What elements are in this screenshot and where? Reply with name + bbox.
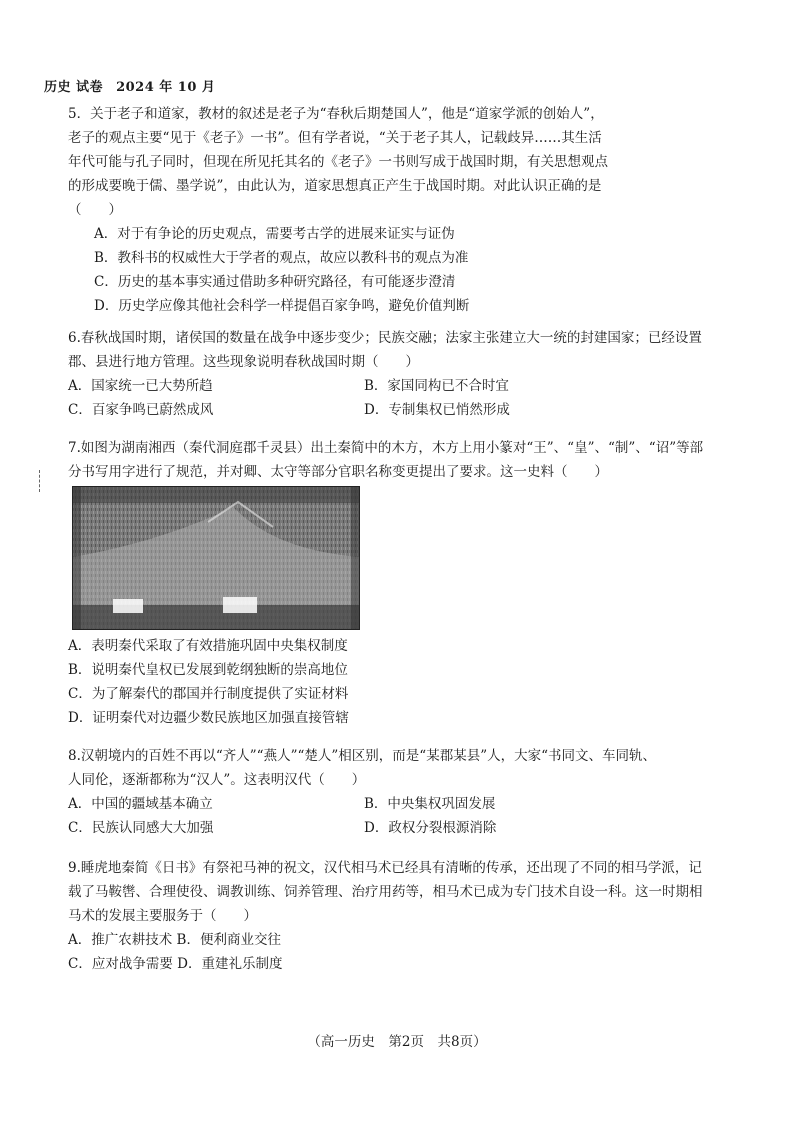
option-d: D．专制集权已悄然形成: [364, 402, 510, 418]
option-d: D．政权分裂根源消除: [364, 820, 497, 836]
question-text-line: 6.春秋战国时期，诸侯国的数量在战争中逐步变少；民族交融；法家主张建立大一统的封建国家；已经设置: [68, 330, 702, 346]
option-c: C．历史的基本事实通过借助多种研究路径，有可能逐步澄清: [94, 274, 456, 290]
options: [68, 222, 748, 318]
header-date: 2024 年 10 月: [116, 80, 216, 95]
question-5: [68, 102, 748, 318]
question-text-line: 5．关于老子和道家，教材的叙述是老子为“春秋后期楚国人”，他是“道家学派的创始人”，: [68, 106, 604, 122]
question-text-line: 的形成要晚于儒、墨学说”，由此认为，道家思想真正产生于战国时期。对此认识正确的是: [68, 178, 602, 194]
option-a: A．国家统一已大势所趋: [68, 378, 213, 394]
options-row: [68, 374, 748, 398]
options-row: [68, 792, 748, 816]
option-b: B．中央集权巩固发展: [364, 796, 496, 812]
option-a: A．中国的疆域基本确立: [68, 796, 213, 812]
qin-bamboo-slip-photo: [72, 486, 360, 630]
question-9: [68, 856, 748, 976]
option-a: A．表明秦代采取了有效措施巩固中央集权制度: [68, 638, 348, 654]
options-line: A．推广农耕技术 B．便利商业交往: [68, 932, 281, 948]
question-6: [68, 326, 748, 422]
question-text-line: 7.如图为湖南湘西（秦代洞庭郡千灵县）出土秦简中的木方，木方上用小篆对“王”、“皇”、“制”、“诏”等部: [68, 440, 704, 456]
question-7: [68, 436, 748, 484]
option-b: B．说明秦代皇权已发展到乾纲独断的崇高地位: [68, 662, 348, 678]
option-c: C．百家争鸣已蔚然成风: [68, 402, 214, 418]
question-text-line: 老子的观点主要“见于《老子》一书”。但有学者说，“关于老子其人，记载歧异……其生活: [68, 130, 602, 146]
question-7-options: [68, 634, 748, 730]
option-a: A．对于有争论的历史观点，需要考古学的进展来证实与证伪: [94, 226, 455, 242]
question-text-line: 载了马鞍辔、合理使役、调教训练、饲养管理、治疗用药等，相马术已成为专门技术自设一科。这一时期相: [68, 884, 703, 900]
option-b: B．教科书的权威性大于学者的观点，故应以教科书的观点为准: [94, 250, 469, 266]
option-d: D．历史学应像其他社会科学一样提倡百家争鸣，避免价值判断: [94, 298, 470, 314]
options-row: [68, 398, 748, 422]
options-row: [68, 816, 748, 840]
page-footer: （高一历史 第2页 共8页）: [307, 1034, 487, 1050]
question-text-line: 马术的发展主要服务于（ ）: [68, 908, 257, 924]
question-text-line: 8.汉朝境内的百姓不再以“齐人”“燕人”“楚人”相区别，而是“某郡某县”人，大家“书同文、车同轨、: [68, 748, 656, 764]
page-header: [44, 76, 215, 95]
option-c: C．民族认同感大大加强: [68, 820, 214, 836]
options-line: C．应对战争需要 D．重建礼乐制度: [68, 956, 283, 972]
slip-image-svg: [73, 487, 359, 629]
option-b: B．家国同构已不合时宜: [364, 378, 509, 394]
option-c: C．为了解秦代的郡国并行制度提供了实证材料: [68, 686, 349, 702]
option-d: D．证明秦代对边疆少数民族地区加强直接管辖: [68, 710, 349, 726]
answer-blank: （ ）: [68, 202, 122, 218]
question-text-line: 分书写用字进行了规范，并对卿、太守等部分官职名称变更提出了要求。这一史料（ ）: [68, 464, 608, 480]
question-text-line: 郡、县进行地方管理。这些现象说明春秋战国时期（ ）: [68, 354, 419, 370]
header-subject: 历史 试卷: [44, 80, 104, 95]
question-text-line: 年代可能与孔子同时，但现在所见托其名的《老子》一书则写成于战国时期，有关思想观点: [68, 154, 608, 170]
question-text-line: 人同伦，逐渐都称为“汉人”。这表明汉代（ ）: [68, 772, 366, 788]
question-8: [68, 744, 748, 840]
question-text-line: 9.睡虎地秦简《日书》有祭祀马神的祝文，汉代相马术已经具有清晰的传承，还出现了不同的相马学派，记: [68, 860, 702, 876]
binding-mark: [39, 470, 43, 492]
